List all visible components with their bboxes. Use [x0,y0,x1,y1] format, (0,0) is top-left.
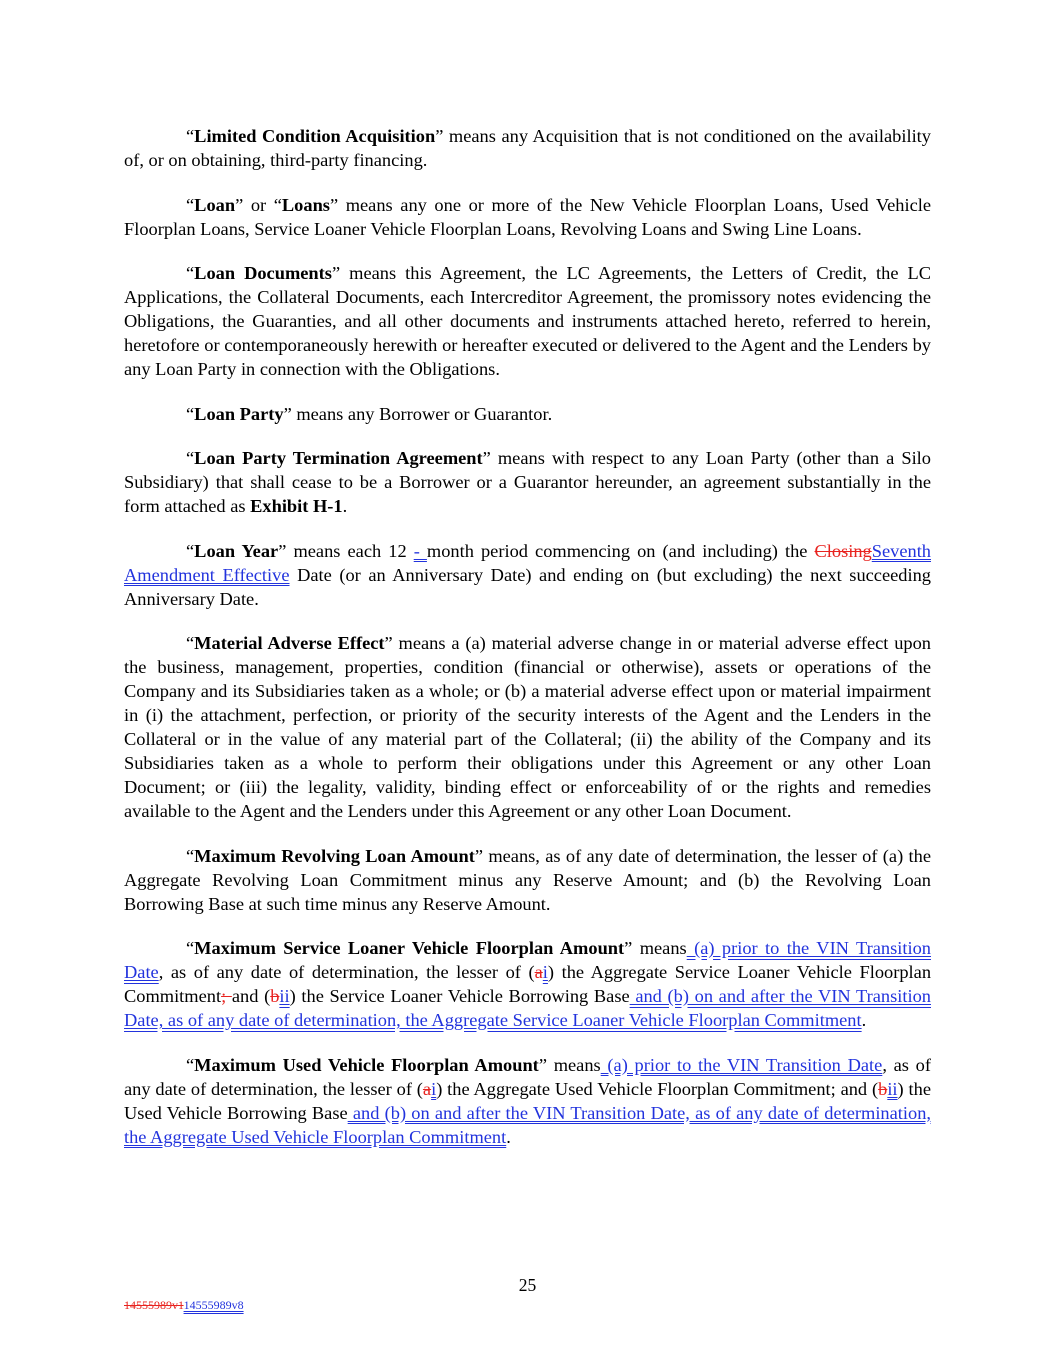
defined-term: Loan Party [194,403,284,424]
defined-term: Maximum Used Vehicle Floorplan Amount [194,1054,539,1075]
definition-text: , as of any date of determination, the lesser of ( [158,962,535,982]
inserted-text: ii [279,986,290,1006]
definition-loan-year [124,539,931,611]
inserted-text: Seventh Amendment Effective [124,540,931,585]
inserted-text: ii [887,1078,898,1099]
inserted-text: and (b) on and after the VIN Transition Date, as of any date of determination, the Aggregate Used Vehicle Floorplan Commitment [124,1102,931,1147]
definition-text: ) the Aggregate Service Loaner Vehicle Floorplan Commitment [124,962,932,1006]
definition-text: ) the Service Loaner Vehicle Borrowing Base [289,986,630,1006]
definition-text: ” means each 12 [278,540,414,561]
definition-text: ” or “ [235,194,282,215]
defined-term: Limited Condition Acquisition [194,126,436,146]
definition-text: “ [186,540,195,561]
definition-text: ” means any one or more of the New Vehicle Floorplan Loans, Used Vehicle Floorplan Loans, Service Loaner Vehicle Floorplan Loans, Revolving Loans and Swing Line Loans. [124,194,932,239]
definition-lpta [124,446,931,518]
defined-term: Maximum Service Loaner Vehicle Floorplan Amount [194,938,625,958]
inserted-text: - [413,540,427,561]
deleted-text: b [878,1078,888,1099]
inserted-text: i [542,962,548,982]
definition-text: . [342,496,348,516]
definition-text: ) the Used Vehicle Borrowing Base [124,1078,931,1123]
definition-text: . [861,1010,867,1030]
definition-text: ” means any Acquisition that is not conditioned on the availability of, or on obtaining, third-party financing. [124,126,931,170]
definition-text: and ( [231,986,271,1006]
definition-text: “ [186,448,195,468]
definition-text: “ [186,845,195,866]
document-id-inserted: 14555989v8 [183,1298,244,1312]
definition-text: ” means a (a) material adverse change in or material adverse effect upon the business, management, properties, condition (financial or otherwise), assets or operations of the Company and its Subsidiaries taken as a whole; or (b) a material adverse effect upon or material impairment in (i) the attachment, perfection, or priority of the security interests of the Agent and the Lenders in the Collateral or in the value of any material part of the Collateral; (ii) the ability of the Company and its Subsidiaries taken as a whole to perform their obligations under this Agreement or any other Loan Document; or (iii) the legality, validity, binding effect or enforceability of or the rights and remedies available to the Agent and the Lenders under this Agreement or any other Loan Document. [124,633,931,821]
definition-text: ” means [624,938,687,958]
deleted-text: ; [221,986,232,1006]
definition-text: “ [186,938,195,958]
definition-text: ” means with respect to any Loan Party (other than a Silo Subsidiary) that shall cease to be a Borrower or a Guarantor hereunder, an agreement substantially in the form attached as [124,448,931,516]
definition-text: ” means any Borrower or Guarantor. [283,403,553,424]
inserted-text: and (b) on and after the VIN Transition Date, as of any date of determination, the Aggregate Service Loaner Vehicle Floorplan Commitment [124,986,931,1030]
defined-term: Loans [281,194,330,215]
deleted-text: Closing [814,540,872,561]
definition-loan [124,193,931,241]
definition-text: “ [186,263,195,283]
definition-lca [124,124,931,172]
defined-term: Loan Documents [194,263,332,283]
defined-term: Loan Year [194,540,279,561]
definition-loan-documents [124,261,931,381]
definition-text: ” means this Agreement, the LC Agreements, the Letters of Credit, the LC Applications, the Collateral Documents, each Intercreditor Agreement, the promissory notes evidencing the Obligations, the Guaranties, and all other documents and instruments attached hereto, referred to herein, heretofore or contemporaneously herewith or hereafter executed or delivered to the Agent and the Lenders by any Loan Party in connection with the Obligations. [124,263,932,379]
document-id-deleted: 14555989v1 [124,1298,184,1312]
defined-term: Material Adverse Effect [194,633,385,653]
defined-term: Maximum Revolving Loan Amount [194,845,475,866]
definition-muvfa [124,1053,931,1149]
definition-loan-party [124,402,931,426]
defined-term: Loan [194,194,236,215]
deleted-text: b [270,986,280,1006]
defined-term: Loan Party Termination Agreement [194,448,483,468]
definition-text: “ [186,403,195,424]
definition-text: “ [186,194,195,215]
page-number: 25 [518,1275,537,1295]
definition-text: . [506,1126,511,1147]
inserted-text: (a) prior to the VIN Transition Date [124,938,931,982]
definition-mrla [124,844,931,916]
deleted-text: a [534,962,543,982]
definition-text: ) the Aggregate Used Vehicle Floorplan Commitment; and ( [436,1078,879,1099]
definition-text: ” means, as of any date of determination, the lesser of (a) the Aggregate Revolving Loan Commitment minus any Reserve Amount; and (b) the Revolving Loan Borrowing Base at such time minus any Reserve Amount. [124,845,931,914]
definition-text: “ [186,1054,195,1075]
definition-mae [124,631,931,823]
inserted-text: (a) prior to the VIN Transition Date [600,1054,883,1075]
definition-text: “ [186,126,195,146]
deleted-text: a [422,1078,432,1099]
inserted-text: i [431,1078,437,1099]
definition-text: ” means [538,1054,601,1075]
definition-text: month period commencing on (and including) the [426,540,815,561]
definition-text: Date (or an Anniversary Date) and ending on (but excluding) the next succeeding Anniversary Date. [124,564,931,609]
definition-mslvfa [124,936,931,1032]
definitions-body [124,124,931,1169]
document-id [124,1298,244,1313]
definition-text: “ [186,633,195,653]
definition-text: , as of any date of determination, the lesser of ( [124,1054,931,1099]
defined-term: Exhibit H-1 [250,496,343,516]
